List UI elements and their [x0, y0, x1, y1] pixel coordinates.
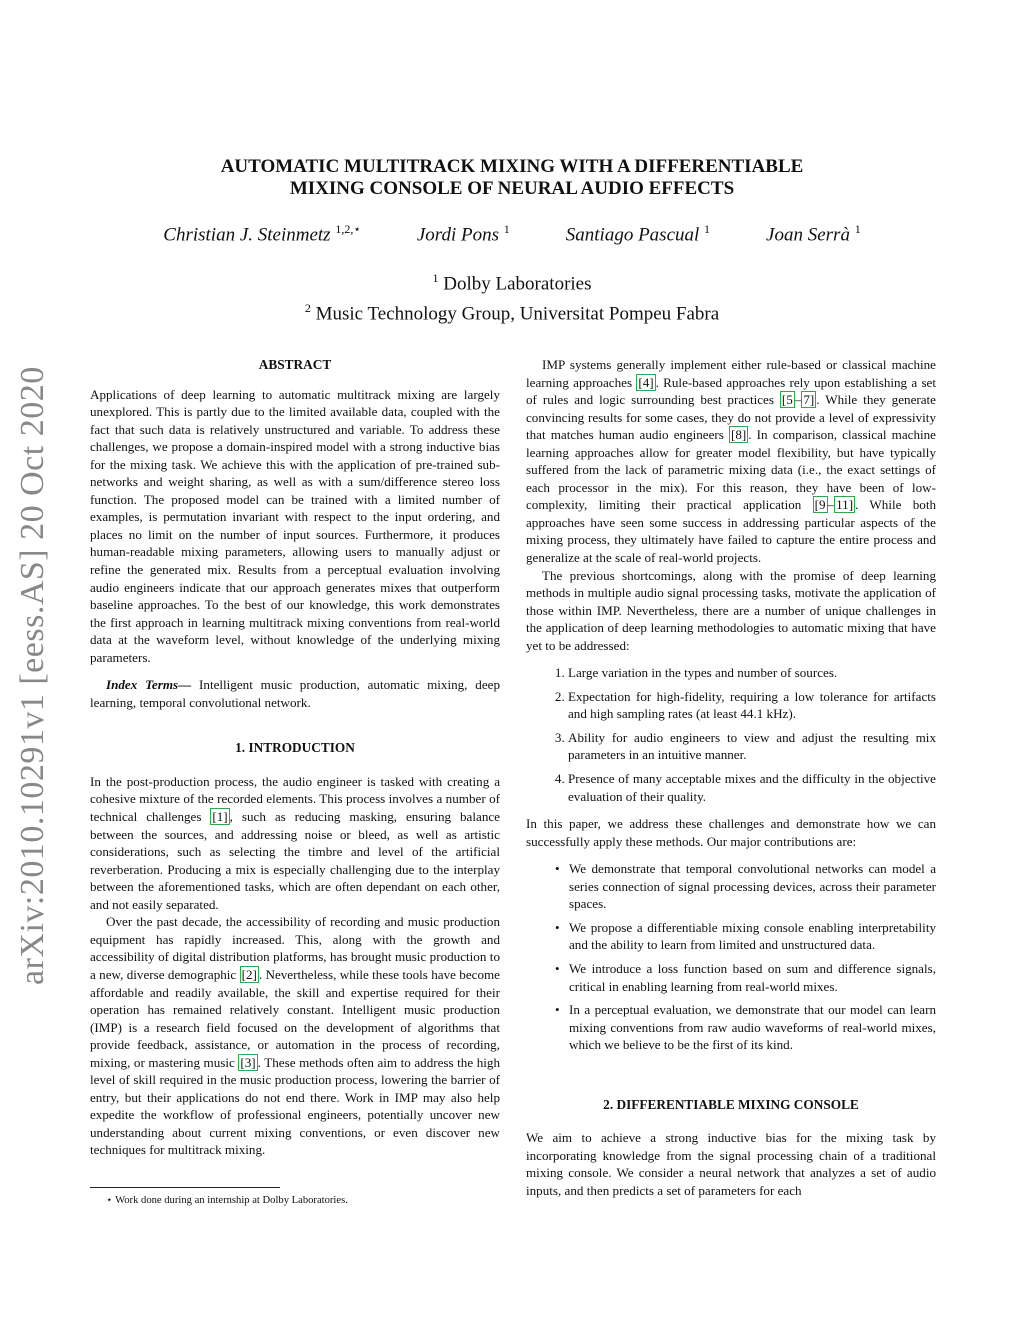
- citation-link[interactable]: [3]: [240, 1054, 256, 1070]
- list-item: [555, 860, 936, 913]
- citation-link[interactable]: [1]: [212, 809, 228, 825]
- text-run: . While both approaches have seen some success in addressing particular aspects of the mixing process, they ultimately have failed to capture the entire process and generalize at the scale of real-world projects.: [526, 497, 937, 566]
- text-run: In the post-production process, the audio engineer is tasked with creating a cohesive mixture of the recorded elements. This process involves a number of technical challenges: [90, 773, 500, 825]
- author-affiliation-mark: 1,2,⋆: [335, 222, 361, 236]
- intro-paragraph-2: [90, 913, 500, 1159]
- author-list: [100, 222, 924, 246]
- list-item: 2. Expectation for high-fidelity, requiring a low tolerance for artifacts and high sampling rates (at least 44.1 kHz).: [568, 688, 936, 723]
- footnote-text: Work done during an internship at Dolby Laboratories.: [112, 1195, 348, 1206]
- bullet-icon: •: [555, 861, 560, 877]
- citation-link[interactable]: [5: [781, 392, 793, 408]
- citation-link[interactable]: [4]: [638, 374, 654, 390]
- contributions-list: [526, 860, 936, 1053]
- list-item: [555, 919, 936, 954]
- section-2-paragraph-1: We aim to achieve a strong inductive bias for the mixing task by incorporating knowledge from the signal processing chain of a traditional mixing console. We consider a neural network that analyzes a set of audio inputs, and then predicts a set of parameters for each: [526, 1130, 936, 1198]
- author-name: Joan Serrà: [766, 224, 850, 246]
- arxiv-identifier: arXiv:2010.10291v1 [eess.AS] 20 Oct 2020: [14, 366, 51, 985]
- list-item: 1. Large variation in the types and number of sources.: [568, 664, 936, 682]
- author-affiliation-mark: 1: [503, 222, 510, 236]
- index-terms-label: Index Terms—: [106, 677, 192, 693]
- abstract-text: Applications of deep learning to automatic multitrack mixing are largely unexplored. This is partly due to the limited available data, coupled with the fact that such data is relatively unstructured and variable. To address these challenges, we propose a domain-inspired model with a strong inductive bias for the mixing task. We achieve this with the application of pre-trained sub-networks and weight sharing, as well as with a sum/difference stereo loss function. The proposed model can be trained with a limited number of examples, is permutation invariant with respect to the input ordering, and places no limit on the number of input sources. Furthermore, it produces human-readable mixing parameters, allowing users to manually adjust or refine the generated mix. Results from a perceptual evaluation involving audio engineers indicate that our approach generates mixes that outperform baseline approaches. To the best of our knowledge, this work demonstrates the first approach in learning multitrack mixing conventions from real-world data at the waveform level, without knowledge of the underlying mixing parameters.: [90, 386, 500, 665]
- left-column: [90, 356, 500, 1159]
- author-affiliation-mark: 1: [704, 222, 711, 236]
- affiliation-name: Dolby Laboratories: [443, 273, 592, 295]
- intro-paragraph-4: The previous shortcomings, along with the promise of deep learning methods in multiple audio signal processing tasks, motivate the application of those within IMP. Nevertheless, there are a number of unique challenges in the application of deep learning methodologies to automatic mixing that have yet to be addressed:: [526, 567, 936, 653]
- text-run: . While they generate convincing results for some cases, they do not provide a level of expressivity that matches human audio engineers: [526, 392, 936, 443]
- bullet-icon: •: [555, 919, 560, 935]
- footnote: [106, 1194, 348, 1206]
- index-terms: [90, 676, 500, 711]
- text-run: –: [827, 497, 835, 513]
- affiliation: [140, 266, 884, 296]
- intro-paragraph-1: [90, 773, 500, 913]
- author: [566, 222, 710, 246]
- list-item-text: In a perceptual evaluation, we demonstrate that our model can learn mixing conventions from raw audio waveforms of real-world mixes, which we believe to be the first of its kind.: [569, 1002, 936, 1053]
- author: [766, 222, 861, 246]
- list-item-text: We demonstrate that temporal convolutional networks can model a series connection of signal processing devices, across their parameter spaces.: [569, 861, 936, 912]
- introduction-heading: 1. INTRODUCTION: [235, 740, 355, 756]
- list-item: [555, 960, 936, 995]
- list-item: 4. Presence of many acceptable mixes and the difficulty in the objective evaluation of their quality.: [568, 770, 936, 805]
- author-name: Christian J. Steinmetz: [163, 224, 331, 246]
- text-run: –: [794, 392, 802, 408]
- text-run: , such as reducing masking, ensuring balance between the sources, and addressing noise or bleed, as well as artistic considerations, such as selecting the timbre and level of the artificial reverberation. Producing a mix is especially challenging due to the interplay between the aforementioned tasks, which are often dependant on each other, and not easily separated.: [90, 809, 500, 912]
- right-column: [526, 356, 936, 1199]
- footnote-divider: [90, 1187, 280, 1188]
- list-item-text: We propose a differentiable mixing console enabling interpretability and the ability to learn from limited and unstructured data.: [569, 919, 936, 953]
- list-item: 3. Ability for audio engineers to view and adjust the resulting mix parameters in an intuitive manner.: [568, 729, 936, 764]
- text-run: . These methods often aim to address the high level of skill required in the music production process, lowering the barrier of entry, but their applications do not end there. Work in IMP may also help expedite the workflow of professional engineers, potentially uncover new understanding about current mixing conventions, or even discover new techniques for multitrack mixing.: [90, 1054, 500, 1158]
- author-affiliation-mark: 1: [854, 222, 861, 236]
- affiliation: [140, 296, 884, 326]
- text-run: . In comparison, classical machine learning approaches allow for greater model flexibility, but have typically suffered from the lack of parametric mixing data (i.e., the exact settings of each processor in the mix). For this reason, they have been of low-complexity, limiting their practical application: [526, 427, 936, 513]
- footnote-mark: ⋆: [106, 1195, 113, 1206]
- list-item-text: We introduce a loss function based on sum and difference signals, critical in enabling learning from real-world mixes.: [569, 960, 936, 994]
- affiliation-name: Music Technology Group, Universitat Pompeu Fabra: [315, 303, 720, 325]
- text-run: IMP systems generally implement either rule-based or classical machine learning approaches: [526, 357, 936, 390]
- challenges-list: [526, 664, 936, 805]
- intro-paragraph-3: [526, 356, 936, 567]
- list-item: [555, 1001, 936, 1054]
- author-name: Santiago Pascual: [565, 224, 700, 246]
- text-run: . Nevertheless, while these tools have become affordable and readily available, the skill and expertise required for their operation has remained relatively constant. Intelligent music production (IMP) is a research field focused on the development of algorithms that provide feedback, assistance, or automation in the process of recording, mixing, or mastering music: [90, 966, 500, 1070]
- citation-link[interactable]: 7]: [803, 392, 815, 408]
- bullet-icon: •: [555, 1002, 560, 1018]
- citation-link[interactable]: 11]: [836, 497, 854, 513]
- citation-link[interactable]: [2]: [241, 966, 257, 982]
- author: [417, 222, 510, 246]
- paper-title: [140, 156, 884, 200]
- affiliations: [140, 266, 884, 327]
- affiliation-mark: 1: [432, 271, 439, 285]
- abstract-heading: ABSTRACT: [258, 357, 332, 372]
- text-run: . Rule-based approaches rely upon establishing a set of rules and logic surrounding best practices: [526, 374, 936, 408]
- title-line-2: MIXING CONSOLE OF NEURAL AUDIO EFFECTS: [289, 178, 735, 199]
- bullet-icon: •: [555, 960, 560, 976]
- author-name: Jordi Pons: [416, 224, 500, 246]
- text-run: Over the past decade, the accessibility of recording and music production equipment has rapidly increased. This, along with the growth and accessibility of digital distribution platforms, has brought music production to a new, diverse demographic: [90, 914, 500, 982]
- title-line-1: AUTOMATIC MULTITRACK MIXING WITH A DIFFERENTIABLE: [220, 156, 804, 177]
- affiliation-mark: 2: [304, 301, 311, 316]
- section-2-heading: 2. DIFFERENTIABLE MIXING CONSOLE: [603, 1096, 859, 1112]
- author: [163, 222, 361, 246]
- index-terms-text: Intelligent music production, automatic mixing, deep learning, temporal convolutional network.: [90, 677, 501, 710]
- intro-paragraph-5: In this paper, we address these challenges and demonstrate how we can successfully apply these methods. Our major contributions are:: [526, 816, 936, 849]
- citation-link[interactable]: [9: [814, 497, 826, 513]
- citation-link[interactable]: [8]: [731, 427, 747, 443]
